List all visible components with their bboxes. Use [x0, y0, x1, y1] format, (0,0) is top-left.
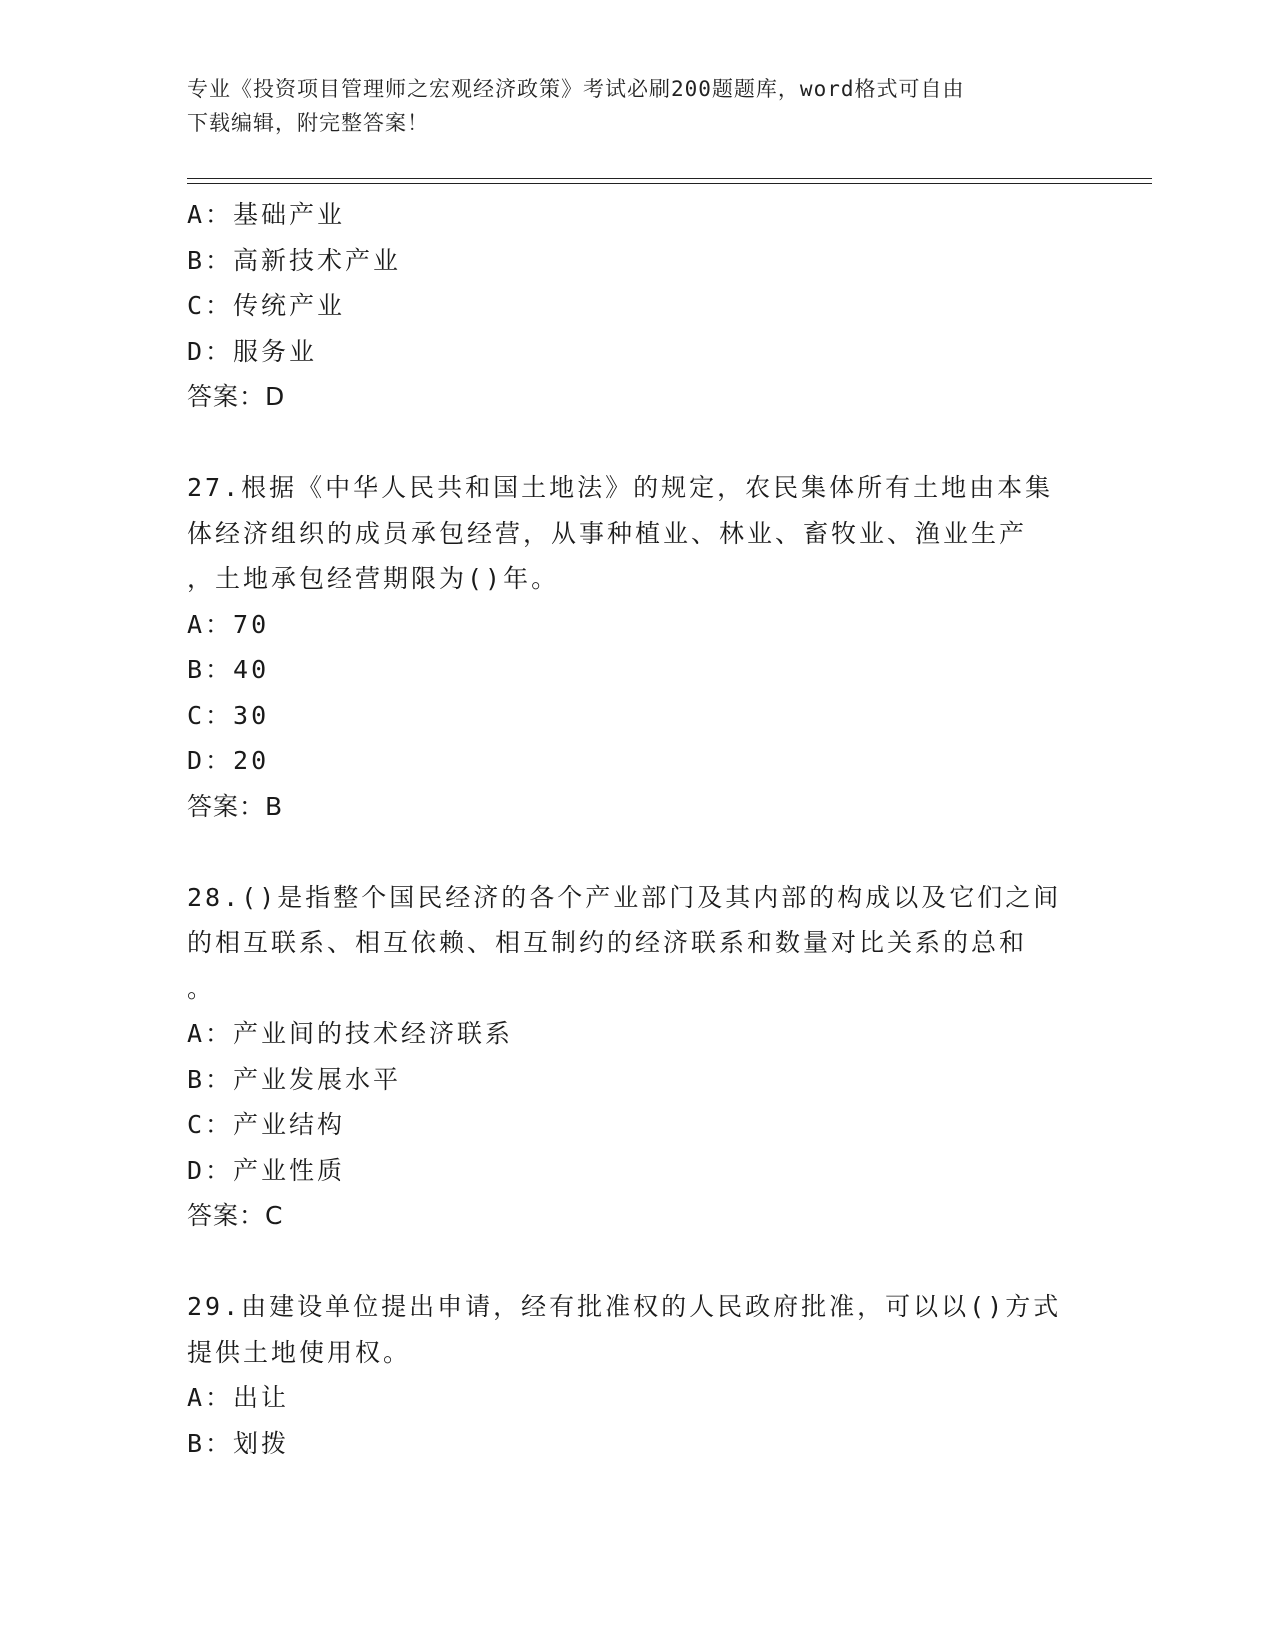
- option-b: B：产业发展水平: [187, 1064, 402, 1094]
- option-a: A：70: [187, 609, 270, 639]
- question-list: [187, 192, 1087, 1466]
- answer-line: 答案：B: [187, 791, 284, 821]
- question-27: [187, 465, 1087, 829]
- header-divider-top: [187, 178, 1152, 179]
- option-c: C：30: [187, 700, 270, 730]
- option-b: B：40: [187, 655, 270, 684]
- question-spacer: [187, 829, 1087, 875]
- question-text-line: 28.()是指整个国民经济的各个产业部门及其内部的构成以及它们之间: [187, 882, 1062, 912]
- option-b: B：高新技术产业: [187, 245, 402, 275]
- question-text-line: 。: [187, 973, 216, 1003]
- option-a: A：出让: [187, 1383, 290, 1412]
- option-b: B：划拨: [187, 1428, 290, 1458]
- question-26: [187, 192, 1087, 420]
- option-a: A：基础产业: [187, 200, 346, 229]
- question-text-line: 体经济组织的成员承包经营，从事种植业、林业、畜牧业、渔业生产: [187, 518, 1028, 548]
- question-29: [187, 1284, 1087, 1466]
- question-text-line: 29.由建设单位提出申请，经有批准权的人民政府批准，可以以()方式: [187, 1292, 1062, 1321]
- answer-line: 答案：D: [187, 382, 286, 411]
- option-d: D：20: [187, 746, 270, 775]
- document-header: [187, 72, 1087, 140]
- answer-line: 答案：C: [187, 1201, 284, 1230]
- option-d: D：产业性质: [187, 1155, 346, 1185]
- question-text-line: 27.根据《中华人民共和国土地法》的规定，农民集体所有土地由本集: [187, 473, 1054, 502]
- header-line-1: 专业《投资项目管理师之宏观经济政策》考试必刷200题题库，word格式可自由: [187, 77, 965, 101]
- option-a: A：产业间的技术经济联系: [187, 1019, 514, 1048]
- header-line-2: 下载编辑，附完整答案！: [187, 111, 429, 135]
- question-28: [187, 875, 1087, 1239]
- question-text-line: ，土地承包经营期限为()年。: [187, 564, 560, 593]
- question-text-line: 提供土地使用权。: [187, 1337, 412, 1367]
- question-spacer: [187, 1239, 1087, 1285]
- option-c: C：产业结构: [187, 1110, 346, 1139]
- header-divider-bottom: [187, 183, 1152, 184]
- option-d: D：服务业: [187, 336, 318, 366]
- option-c: C：传统产业: [187, 291, 346, 320]
- question-text-line: 的相互联系、相互依赖、相互制约的经济联系和数量对比关系的总和: [187, 928, 1028, 957]
- question-spacer: [187, 420, 1087, 466]
